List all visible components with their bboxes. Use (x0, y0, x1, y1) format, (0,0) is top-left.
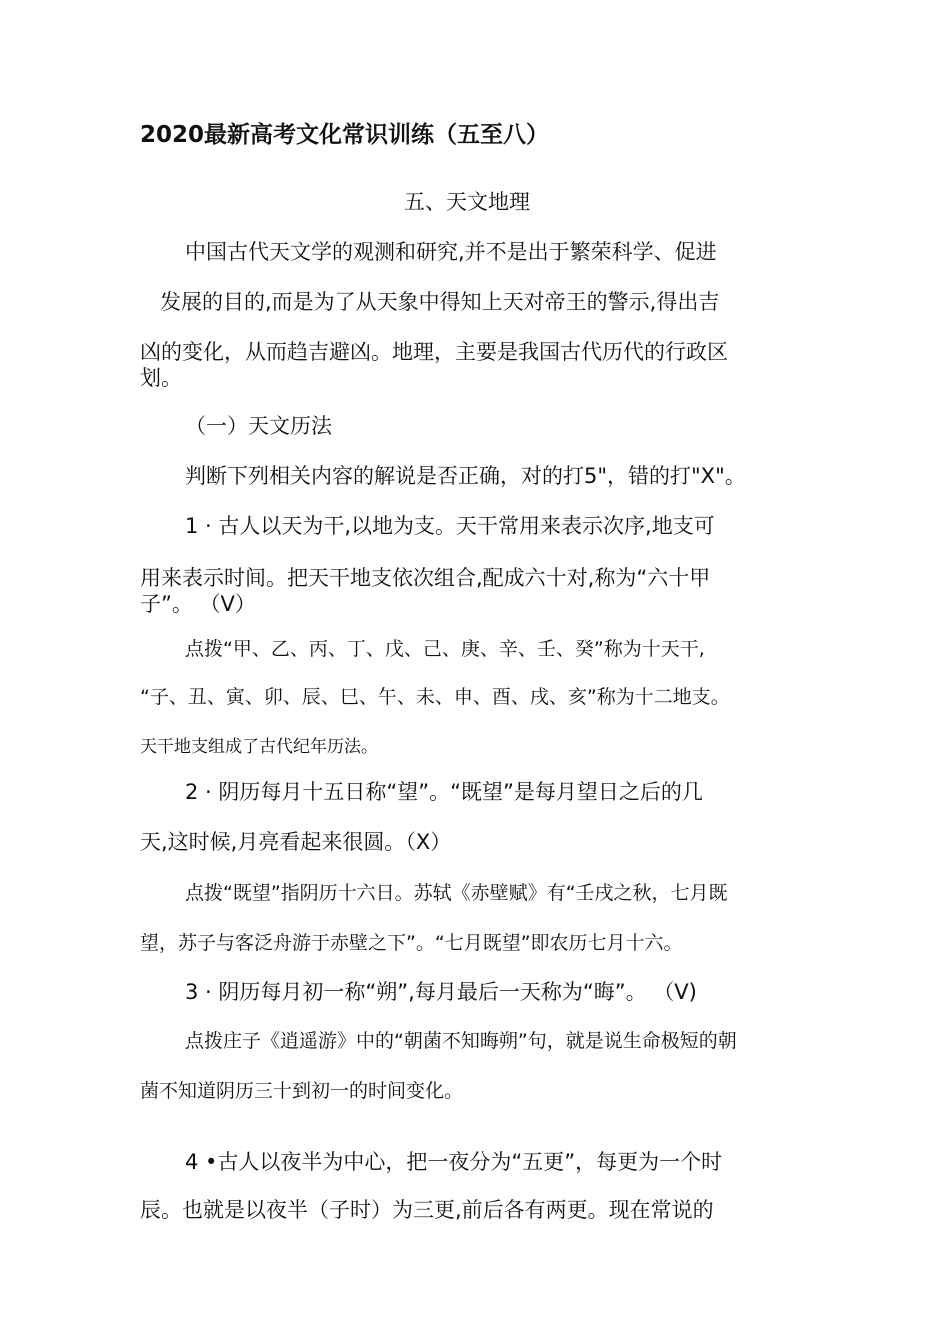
note-line: 望，苏子与客泛舟游于赤壁之下”。“七月既望”即农历七月十六。 (140, 932, 683, 954)
intro-line: 划。 (140, 366, 182, 390)
question-line: 2 · 阴历每月十五日称“望”。“既望”是每月望日之后的几 (185, 780, 703, 804)
note-line: 天干地支组成了古代纪年历法。 (140, 737, 378, 757)
question-line: 1 · 古人以天为干,以地为支。天干常用来表示次序,地支可 (185, 514, 715, 538)
intro-line: 凶的变化，从而趋吉避凶。地理，主要是我国古代历代的行政区 (140, 340, 728, 364)
note-line: 点拨庄子《逍遥游》中的“朝菌不知晦朔”句，就是说生命极短的朝 (185, 1030, 737, 1052)
note-line: 点拨“甲、乙、丙、丁、戊、己、庚、辛、壬、癸”称为十天干, (185, 638, 705, 660)
question-line: 4 •古人以夜半为中心，把一夜分为“五更”，每更为一个时 (185, 1150, 723, 1174)
question-line: 3 · 阴历每月初一称“朔”,每月最后一天称为“晦”。 （V) (185, 980, 697, 1004)
instruction-text: 判断下列相关内容的解说是否正确，对的打5"，错的打"X"。 (185, 464, 746, 488)
section-heading: 五、天文地理 (404, 190, 530, 214)
question-line: 天,这时候,月亮看起来很圆。（X） (140, 830, 452, 854)
subsection-heading: （一）天文历法 (185, 414, 332, 438)
note-line: “子、丑、寅、卯、辰、巳、午、未、申、酉、戌、亥”称为十二地支。 (140, 686, 730, 708)
question-line: 辰。也就是以夜半（子时）为三更,前后各有两更。现在常说的 (140, 1198, 714, 1222)
note-line: 菌不知道阴历三十到初一的时间变化。 (140, 1080, 464, 1102)
question-line: 用来表示时间。把天干地支依次组合,配成六十对,称为“六十甲 (140, 566, 711, 590)
intro-line: 发展的目的,而是为了从天象中得知上天对帝王的警示,得出吉 (160, 290, 720, 314)
intro-line: 中国古代天文学的观测和研究,并不是出于繁荣科学、促进 (185, 240, 717, 264)
note-line: 点拨“既望”指阴历十六日。苏轼《赤壁赋》有“壬戌之秋，七月既 (185, 882, 728, 904)
question-line: 子”。 （V） (140, 592, 256, 616)
document-title: 2020最新高考文化常识训练（五至八） (140, 122, 550, 148)
